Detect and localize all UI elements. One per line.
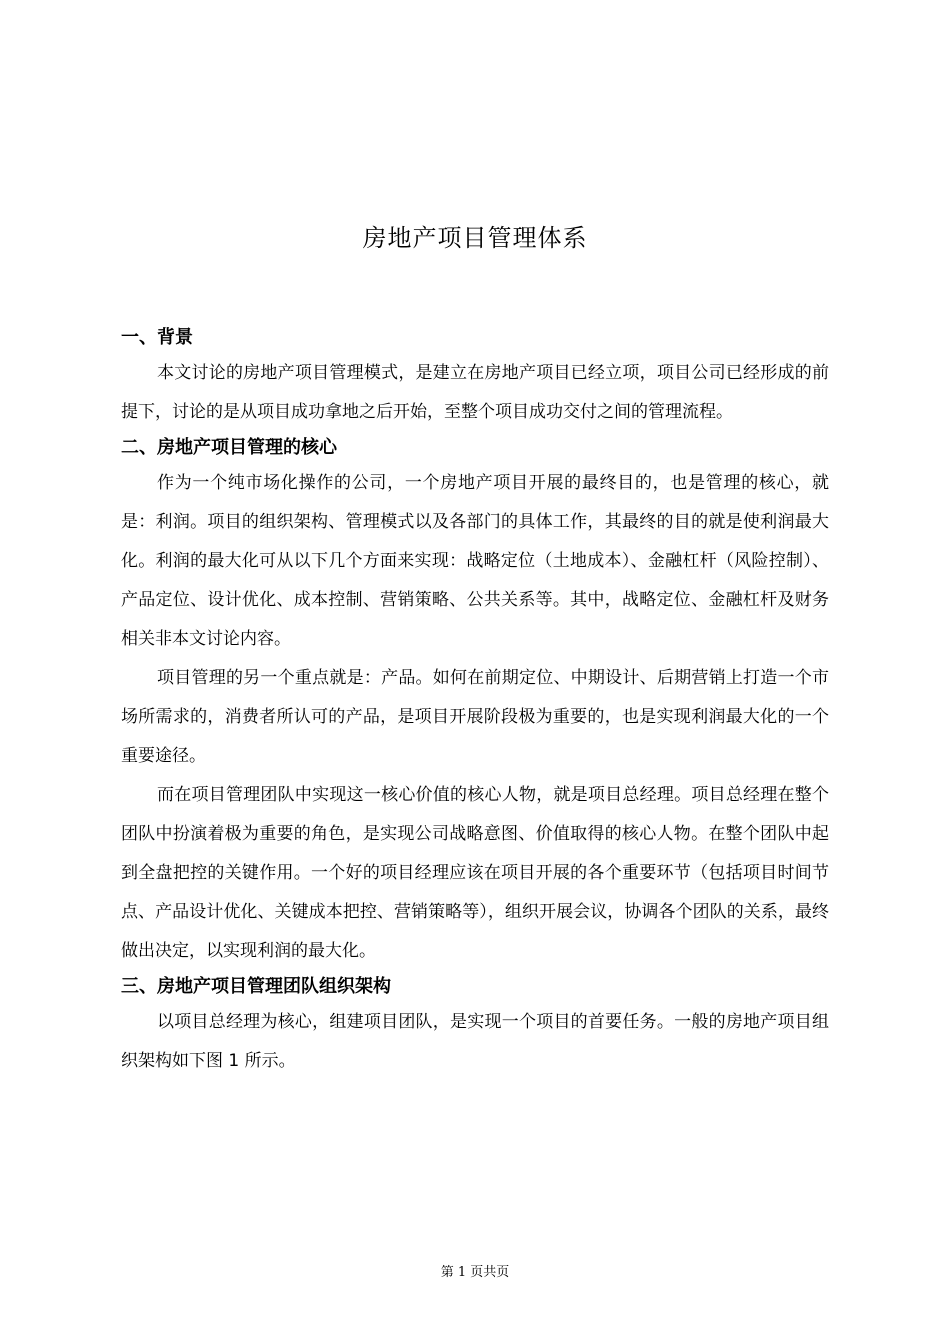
paragraph: 本文讨论的房地产项目管理模式，是建立在房地产项目已经立项，项目公司已经形成的前提下，讨论的是从项目成功拿地之后开始，至整个项目成功交付之间的管理流程。 xyxy=(121,363,829,422)
page-footer: 第 1 页共页 xyxy=(440,1265,510,1280)
paragraph: 以项目总经理为核心，组建项目团队，是实现一个项目的首要任务。一般的房地产项目组织架构如下图 1 所示。 xyxy=(121,1012,829,1071)
document-title: 房地产项目管理体系 xyxy=(362,224,588,252)
paragraph: 作为一个纯市场化操作的公司，一个房地产项目开展的最终目的，也是管理的核心，就是：利润。项目的组织架构、管理模式以及各部门的具体工作，其最终的目的就是使利润最大化。利润的最大化可从以下几个方面来实现：战略定位（土地成本）、金融杠杆（风险控制）、产品定位、设计优化、成本控制、营销策略、公共关系等。其中，战略定位、金融杠杆及财务相关非本文讨论内容。 xyxy=(121,473,829,649)
paragraph: 项目管理的另一个重点就是：产品。如何在前期定位、中期设计、后期营销上打造一个市场所需求的，消费者所认可的产品，是项目开展阶段极为重要的，也是实现利润最大化的一个重要途径。 xyxy=(121,668,829,766)
section-heading-background: 一、背景 xyxy=(121,327,193,348)
paragraph: 而在项目管理团队中实现这一核心价值的核心人物，就是项目总经理。项目总经理在整个团队中扮演着极为重要的角色，是实现公司战略意图、价值取得的核心人物。在整个团队中起到全盘把控的关键作用。一个好的项目经理应该在项目开展的各个重要环节（包括项目时间节点、产品设计优化、关键成本把控、营销策略等），组织开展会议，协调各个团队的关系，最终做出决定，以实现利润的最大化。 xyxy=(121,785,829,961)
section-heading-org-structure: 三、房地产项目管理团队组织架构 xyxy=(121,976,391,997)
section-heading-core: 二、房地产项目管理的核心 xyxy=(121,437,337,458)
document-body xyxy=(121,322,829,1081)
